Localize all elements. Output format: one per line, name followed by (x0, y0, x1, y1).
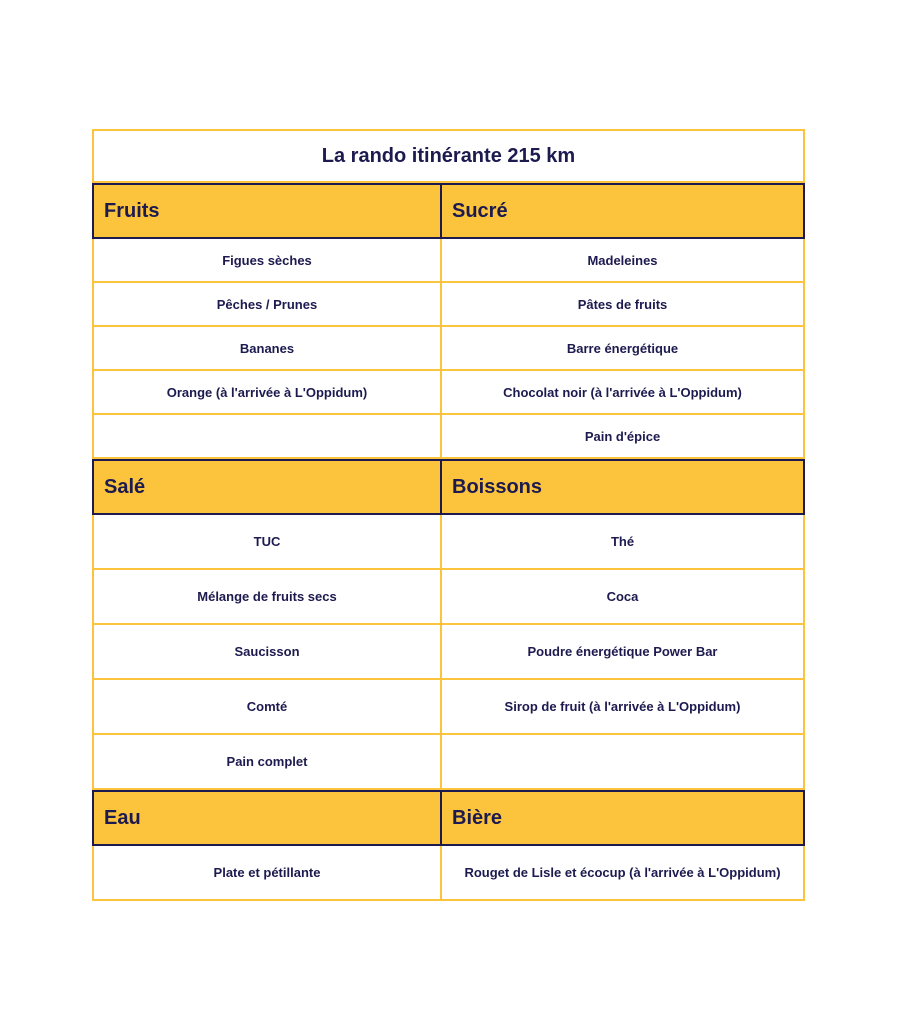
list-item: Sirop de fruit (à l'arrivée à L'Oppidum) (442, 680, 805, 735)
list-item: Bananes (92, 327, 442, 371)
list-item: Orange (à l'arrivée à L'Oppidum) (92, 371, 442, 415)
list-item: TUC (92, 515, 442, 570)
heading-boissons: Boissons (442, 459, 805, 515)
list-item: Coca (442, 570, 805, 625)
list-item: Chocolat noir (à l'arrivée à L'Oppidum) (442, 371, 805, 415)
list-item: Mélange de fruits secs (92, 570, 442, 625)
column-eau (92, 790, 442, 901)
list-item-empty (92, 415, 442, 459)
heading-sucre: Sucré (442, 183, 805, 239)
column-biere (442, 790, 805, 901)
list-item-empty (442, 735, 805, 790)
list-item: Rouget de Lisle et écocup (à l'arrivée à L'Oppidum) (442, 846, 805, 901)
heading-fruits: Fruits (92, 183, 442, 239)
section-sale-boissons (92, 459, 805, 790)
column-boissons (442, 459, 805, 790)
list-item: Comté (92, 680, 442, 735)
list-item: Saucisson (92, 625, 442, 680)
list-item: Thé (442, 515, 805, 570)
heading-biere: Bière (442, 790, 805, 846)
list-item: Barre énergétique (442, 327, 805, 371)
heading-eau: Eau (92, 790, 442, 846)
list-item: Pâtes de fruits (442, 283, 805, 327)
list-item: Pain d'épice (442, 415, 805, 459)
table-title: La rando itinérante 215 km (92, 129, 805, 183)
list-item: Poudre énergétique Power Bar (442, 625, 805, 680)
list-item: Pain complet (92, 735, 442, 790)
column-sucre (442, 183, 805, 459)
column-fruits (92, 183, 442, 459)
section-fruits-sucre (92, 183, 805, 459)
list-item: Figues sèches (92, 239, 442, 283)
list-item: Plate et pétillante (92, 846, 442, 901)
column-sale (92, 459, 442, 790)
section-eau-biere (92, 790, 805, 901)
heading-sale: Salé (92, 459, 442, 515)
list-item: Pêches / Prunes (92, 283, 442, 327)
provisions-table (92, 129, 805, 901)
list-item: Madeleines (442, 239, 805, 283)
